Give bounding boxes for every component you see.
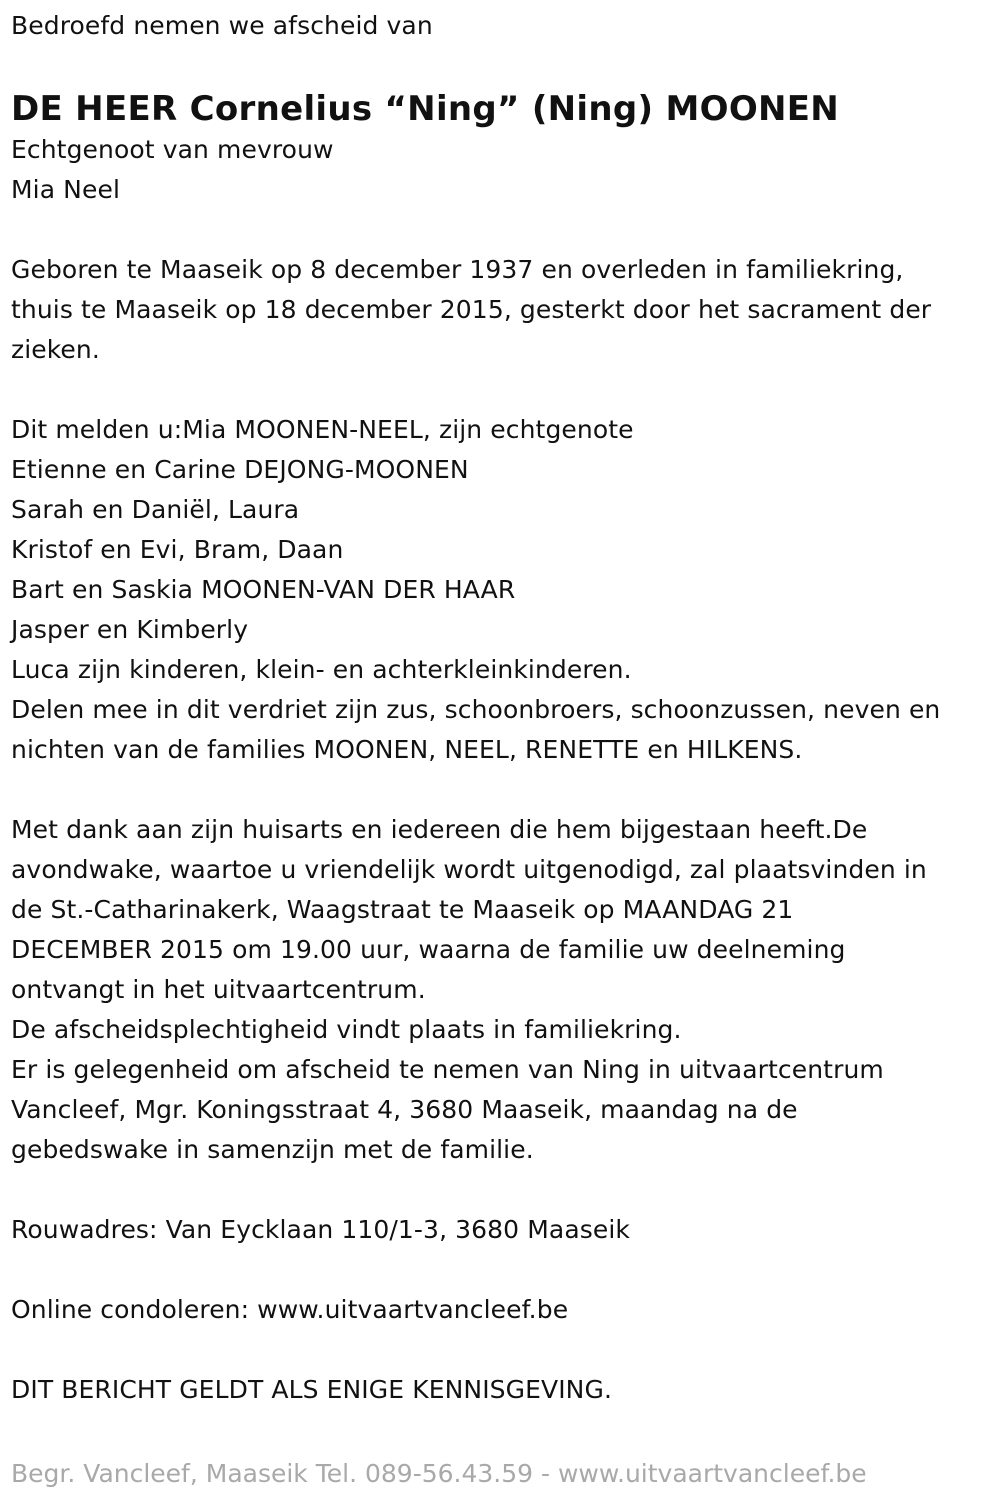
online-condolences: Online condoleren: www.uitvaartvancleef.be: [11, 1295, 569, 1324]
family-paragraph: [11, 410, 991, 770]
paragraph-line: nichten van de families MOONEN, NEEL, RENETTE en HILKENS.: [11, 735, 803, 764]
paragraph-line: thuis te Maaseik op 18 december 2015, gesterkt door het sacrament der: [11, 295, 932, 324]
death-notice: [11, 6, 991, 1410]
paragraph-line: Met dank aan zijn huisarts en iedereen die hem bijgestaan heeft.De: [11, 815, 868, 844]
paragraph-line: De afscheidsplechtigheid vindt plaats in familiekring.: [11, 1015, 682, 1044]
paragraph-line: Dit melden u:Mia MOONEN-NEEL, zijn echtgenote: [11, 415, 634, 444]
paragraph-line: avondwake, waartoe u vriendelijk wordt uitgenodigd, zal plaatsvinden in: [11, 855, 927, 884]
announcement-text: DIT BERICHT GELDT ALS ENIGE KENNISGEVING.: [11, 1375, 612, 1404]
spouse-line-1: Echtgenoot van mevrouw: [11, 135, 334, 164]
paragraph-line: Kristof en Evi, Bram, Daan: [11, 535, 344, 564]
paragraph-line: Bart en Saskia MOONEN-VAN DER HAAR: [11, 575, 516, 604]
paragraph-line: Jasper en Kimberly: [11, 615, 249, 644]
spacer: [11, 210, 991, 250]
spouse-line-2: Mia Neel: [11, 175, 120, 204]
spacer: [11, 1170, 991, 1210]
paragraph-line: Er is gelegenheid om afscheid te nemen van Ning in uitvaartcentrum: [11, 1055, 884, 1084]
paragraph-line: Vancleef, Mgr. Koningsstraat 4, 3680 Maaseik, maandag na de: [11, 1095, 798, 1124]
spacer: [11, 1330, 991, 1370]
birth-death-paragraph: [11, 250, 991, 370]
paragraph-line: DECEMBER 2015 om 19.00 uur, waarna de familie uw deelneming: [11, 935, 846, 964]
paragraph-line: Delen mee in dit verdriet zijn zus, schoonbroers, schoonzussen, neven en: [11, 695, 941, 724]
paragraph-line: zieken.: [11, 335, 100, 364]
funeral-home-footer: Begr. Vancleef, Maaseik Tel. 089-56.43.59 - www.uitvaartvancleef.be: [11, 1459, 867, 1488]
spacer: [11, 46, 991, 86]
paragraph-line: gebedswake in samenzijn met de familie.: [11, 1135, 534, 1164]
paragraph-line: Sarah en Daniël, Laura: [11, 495, 300, 524]
ceremony-paragraph: [11, 810, 991, 1170]
paragraph-line: de St.-Catharinakerk, Waagstraat te Maaseik op MAANDAG 21: [11, 895, 794, 924]
mourning-address: Rouwadres: Van Eycklaan 110/1-3, 3680 Maaseik: [11, 1215, 630, 1244]
deceased-name: DE HEER Cornelius “Ning” (Ning) MOONEN: [11, 89, 840, 129]
paragraph-line: Luca zijn kinderen, klein- en achterkleinkinderen.: [11, 655, 632, 684]
paragraph-line: Geboren te Maaseik op 8 december 1937 en overleden in familiekring,: [11, 255, 904, 284]
paragraph-line: ontvangt in het uitvaartcentrum.: [11, 975, 426, 1004]
paragraph-line: Etienne en Carine DEJONG-MOONEN: [11, 455, 469, 484]
spacer: [11, 370, 991, 410]
spacer: [11, 770, 991, 810]
spacer: [11, 1250, 991, 1290]
intro-text: Bedroefd nemen we afscheid van: [11, 11, 433, 40]
